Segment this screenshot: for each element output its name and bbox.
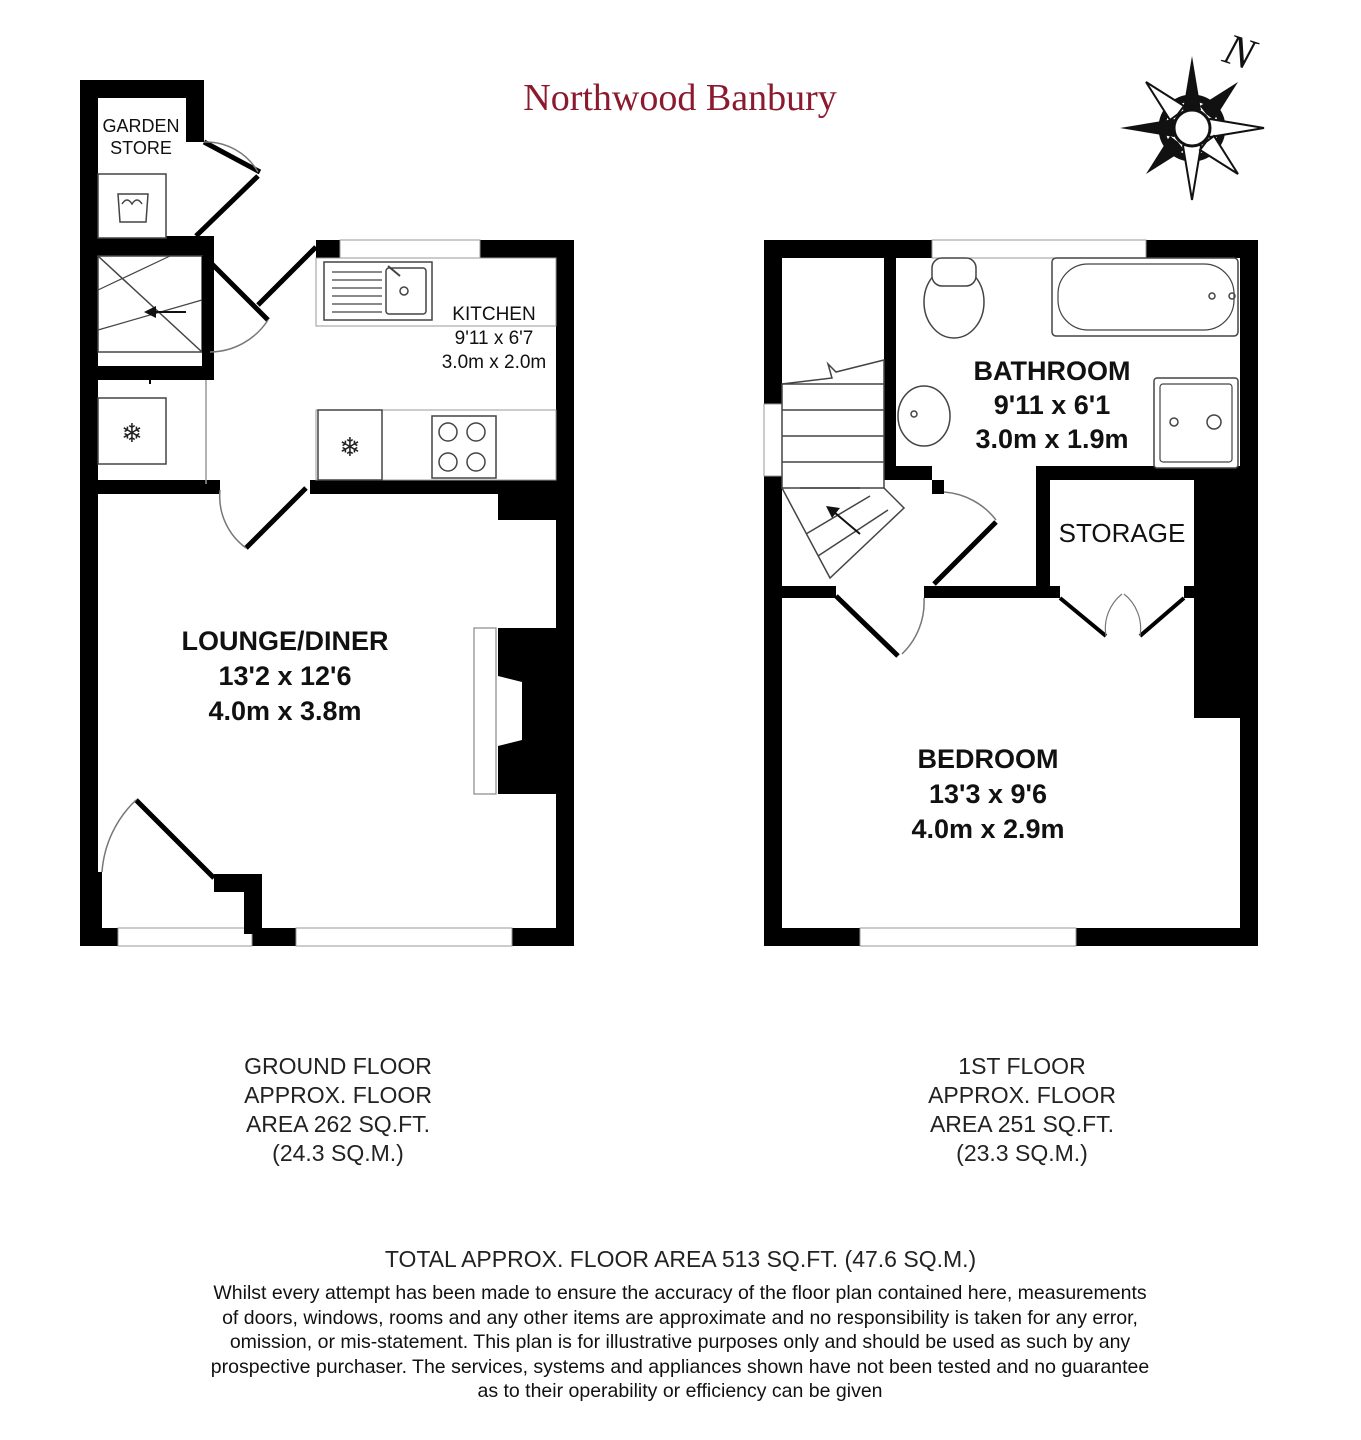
room-name-garden-store-1: GARDEN [102,116,180,136]
room-name-lounge: LOUNGE/DINER [181,626,389,656]
disclaimer [140,1281,1220,1404]
disclaimer-line: prospective purchaser. The services, systems and appliances shown have not been tested and no guarantee [210,1355,1150,1378]
caption-line: AREA 262 SQ.FT. [245,1111,431,1137]
ground-floor-plan [80,80,574,946]
disclaimer-line: of doors, windows, rooms and any other items are approximate and no responsibility is taken for any error, [222,1306,1138,1329]
room-size-metric-kitchen: 3.0m x 2.0m [441,352,547,373]
first-floor-caption [872,1052,1172,1168]
disclaimer-line: omission, or mis-statement. This plan is for illustrative purposes only and should be used as such by any [229,1331,1131,1353]
disclaimer-line: as to their operability or efficiency can be given [477,1380,883,1402]
total-floor-area: TOTAL APPROX. FLOOR AREA 513 SQ.FT. (47.6 SQ.M.) [384,1246,977,1272]
room-size-imperial-bedroom: 13'3 x 9'6 [929,779,1047,809]
caption-line: GROUND FLOOR [244,1053,432,1079]
room-size-metric-lounge: 4.0m x 3.8m [208,696,362,726]
ground-floor-caption [188,1052,488,1168]
caption-line: APPROX. FLOOR [244,1082,432,1108]
first-floor-plan [764,240,1258,946]
caption-line: APPROX. FLOOR [928,1082,1116,1108]
room-name-bathroom: BATHROOM [973,356,1131,386]
room-name-garden-store-2: STORE [110,138,172,158]
snowflake-icon: ❄ [121,419,143,449]
caption-line: 1ST FLOOR [958,1053,1086,1079]
room-name-bedroom: BEDROOM [917,744,1059,774]
brand-title: Northwood Banbury [523,77,837,119]
room-size-imperial-bathroom: 9'11 x 6'1 [993,390,1111,420]
room-name-kitchen: KITCHEN [452,304,536,325]
room-name-storage: STORAGE [1058,518,1186,548]
snowflake-icon: ❄ [339,433,361,463]
room-size-imperial-lounge: 13'2 x 12'6 [218,661,352,691]
room-size-imperial-kitchen: 9'11 x 6'7 [454,328,534,349]
room-size-metric-bedroom: 4.0m x 2.9m [911,814,1065,844]
disclaimer-line: Whilst every attempt has been made to ensure the accuracy of the floor plan contained here, measurements [213,1282,1147,1304]
caption-line: (24.3 SQ.M.) [272,1140,404,1166]
caption-line: (23.3 SQ.M.) [956,1140,1088,1166]
caption-line: AREA 251 SQ.FT. [929,1111,1115,1137]
room-size-metric-bathroom: 3.0m x 1.9m [975,424,1129,454]
compass-north-label: N [1217,23,1261,80]
